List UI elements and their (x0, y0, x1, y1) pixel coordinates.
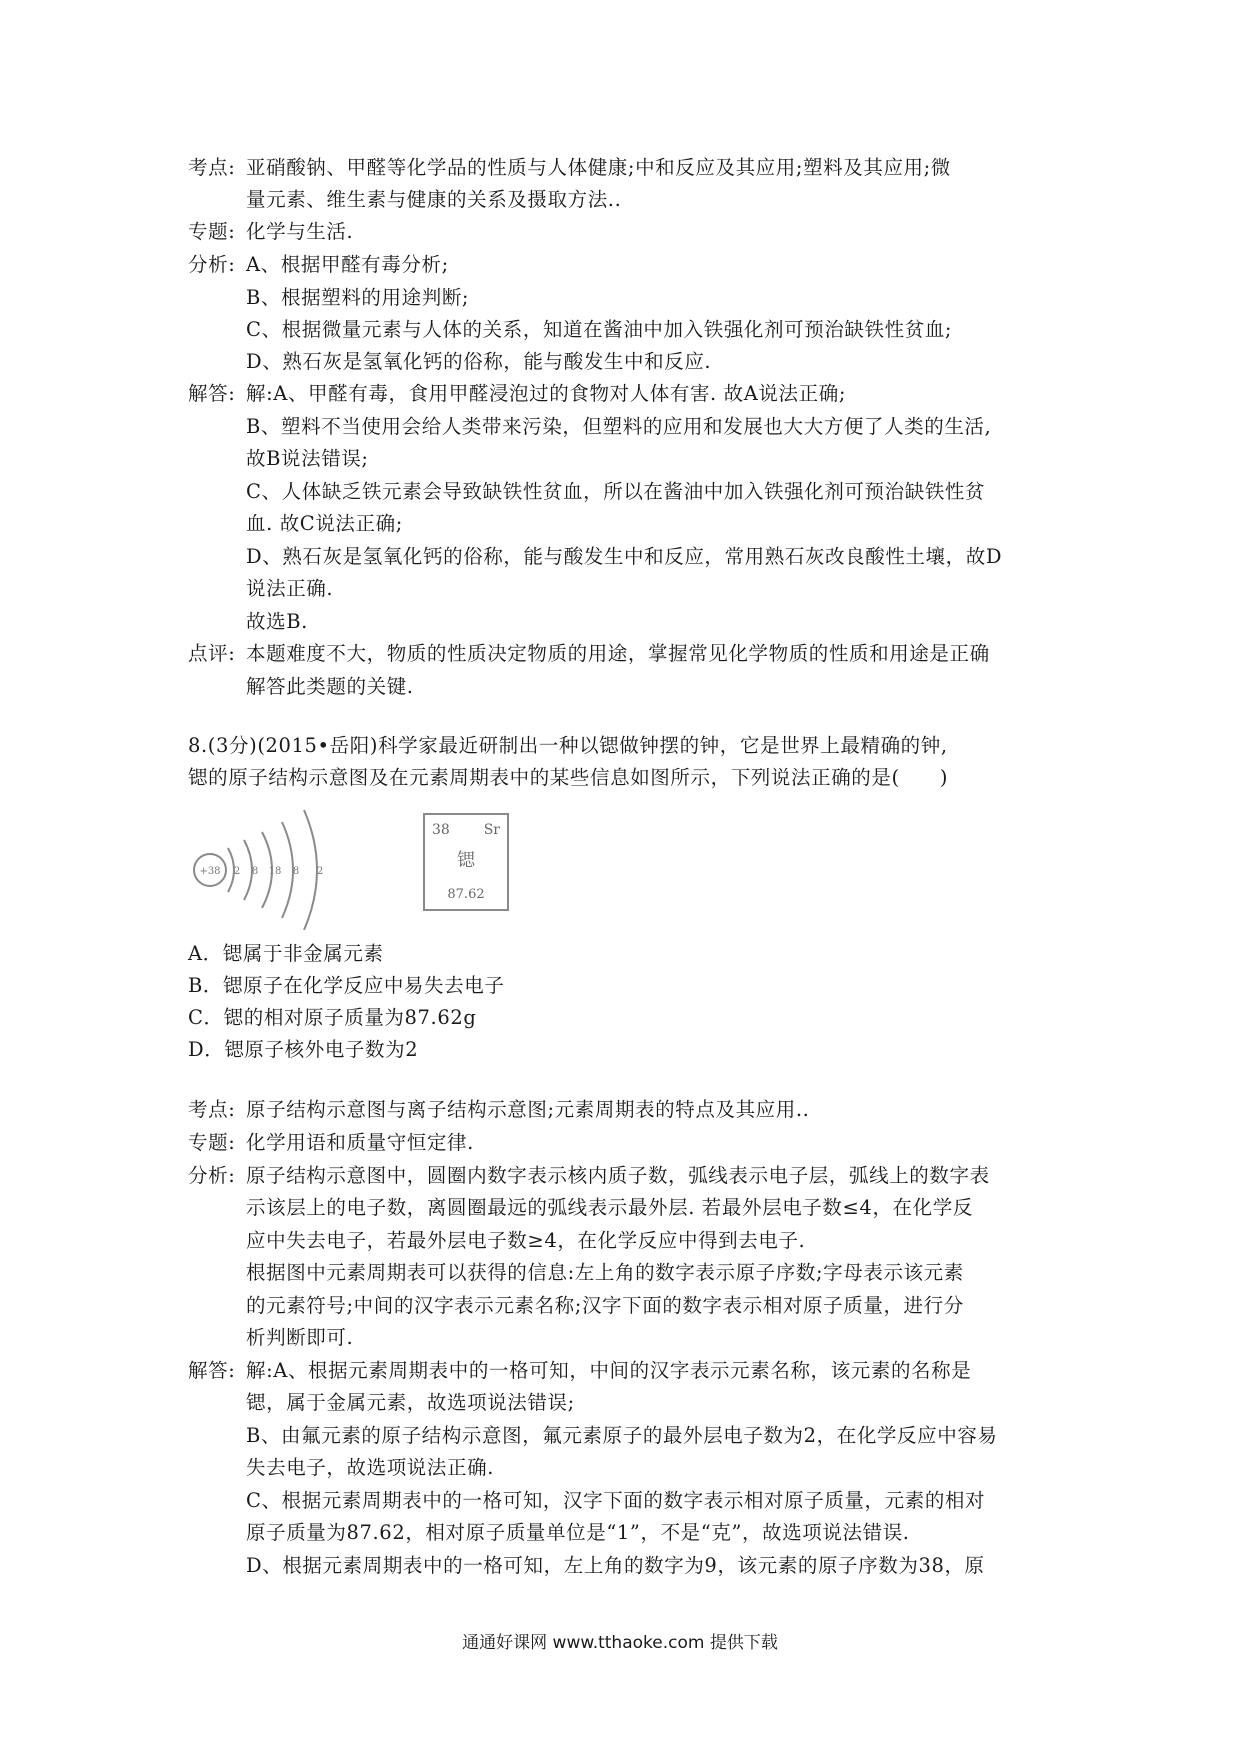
kaodian-label: 考点: (188, 156, 236, 179)
zhuanti2-line (188, 1127, 474, 1159)
jieda2-text: 解:A、根据元素周期表中的一格可知，中间的汉字表示元素名称，该元素的名称是 (246, 1359, 972, 1382)
jieda-line-3: 故B说法错误; (246, 447, 369, 470)
dianping-text: 本题难度不大，物质的性质决定物质的用途，掌握常见化学物质的性质和用途是正确 (246, 642, 990, 665)
option-b: B．锶原子在化学反应中易失去电子 (188, 974, 505, 997)
fenxi2-line-2: 示该层上的电子数，离圆圈最远的弧线表示最外层. 若最外层电子数≤4，在化学反 (246, 1196, 973, 1219)
question-stem-line-1: 8.(3分)(2015•岳阳)科学家最近研制出一种以锶做钟摆的钟，它是世界上最精确的钟, (188, 734, 948, 757)
jieda2-line-5: C、根据元素周期表中的一格可知，汉字下面的数字表示相对原子质量，元素的相对 (246, 1489, 986, 1512)
element-name: 锶 (457, 850, 475, 871)
jieda2-line-7: D、根据元素周期表中的一格可知，左上角的数字为9，该元素的原子序数为38，原 (246, 1554, 985, 1577)
zhuanti-text: 化学与生活. (246, 220, 354, 243)
jieda-line-8: 故选B. (246, 610, 308, 633)
shell-count-3: 18 (268, 866, 282, 877)
atomic-number: 38 (432, 822, 450, 838)
fenxi-line-1 (188, 249, 449, 281)
jieda-line-2: B、塑料不当使用会给人类带来污染，但塑料的应用和发展也大大方便了人类的生活, (246, 415, 992, 438)
question-stem-line-2: 锶的原子结构示意图及在元素周期表中的某些信息如图所示，下列说法正确的是( ) (188, 766, 949, 789)
zhuanti-line (188, 216, 353, 248)
dianping-label: 点评: (188, 642, 236, 665)
jieda2-line-1 (188, 1355, 971, 1387)
option-d: D．锶原子核外电子数为2 (188, 1038, 419, 1061)
shell-count-1: 2 (233, 866, 241, 877)
kaodian2-label: 考点: (188, 1098, 236, 1121)
periodic-table-cell (424, 814, 508, 910)
dianping-line-1 (188, 638, 990, 670)
nucleus-charge: +38 (199, 866, 221, 877)
jieda-line-1 (188, 378, 846, 410)
option-a: A．锶属于非金属元素 (188, 942, 384, 965)
jieda-line-4: C、人体缺乏铁元素会导致缺铁性贫血，所以在酱油中加入铁强化剂可预治缺铁性贫 (246, 480, 986, 503)
fenxi-text: A、根据甲醛有毒分析; (246, 253, 449, 276)
page-footer: 通通好课网 www.tthaoke.com 提供下载 (462, 1633, 778, 1653)
dianping-line-2: 解答此类题的关键. (246, 675, 414, 698)
atomic-mass: 87.62 (447, 887, 485, 902)
strontium-figure (188, 800, 548, 930)
kaodian2-text: 原子结构示意图与离子结构示意图;元素周期表的特点及其应用.. (246, 1098, 810, 1121)
kaodian-text: 亚硝酸钠、甲醛等化学品的性质与人体健康;中和反应及其应用;塑料及其应用;微 (246, 156, 951, 179)
kaodian-line-1 (188, 152, 951, 184)
shell-count-2: 8 (251, 866, 259, 877)
shell-arc-4 (282, 822, 293, 918)
fenxi2-text: 原子结构示意图中，圆圈内数字表示核内质子数，弧线表示电子层，弧线上的数字表 (246, 1164, 990, 1187)
shell-arc-5 (304, 810, 317, 930)
fenxi-line-4: D、熟石灰是氢氧化钙的俗称，能与酸发生中和反应. (246, 350, 712, 373)
shell-arc-2 (244, 840, 252, 900)
shell-count-4: 8 (292, 866, 300, 877)
jieda2-line-6: 原子质量为87.62，相对原子质量单位是“1”，不是“克”，故选项说法错误. (246, 1521, 910, 1544)
jieda-text: 解:A、甲醛有毒，食用甲醛浸泡过的食物对人体有害. 故A说法正确; (246, 382, 847, 405)
zhuanti2-label: 专题: (188, 1131, 236, 1154)
jieda-line-5: 血. 故C说法正确; (246, 512, 403, 535)
zhuanti-label: 专题: (188, 220, 236, 243)
fenxi-line-2: B、根据塑料的用途判断; (246, 286, 470, 309)
jieda-line-6: D、熟石灰是氢氧化钙的俗称，能与酸发生中和反应，常用熟石灰改良酸性土壤，故D (246, 545, 1003, 568)
fenxi2-line-3: 应中失去电子，若最外层电子数≥4，在化学反应中得到去电子. (246, 1229, 806, 1252)
zhuanti2-text: 化学用语和质量守恒定律. (246, 1131, 474, 1154)
fenxi2-line-1 (188, 1160, 990, 1192)
jieda-line-7: 说法正确. (246, 577, 334, 600)
kaodian2-line (188, 1094, 809, 1126)
element-symbol: Sr (483, 822, 500, 838)
fenxi-line-3: C、根据微量元素与人体的关系，知道在酱油中加入铁强化剂可预治缺铁性贫血; (246, 318, 953, 341)
jieda2-line-3: B、由氟元素的原子结构示意图，氟元素原子的最外层电子数为2，在化学反应中容易 (246, 1424, 998, 1447)
shell-count-5: 2 (316, 866, 324, 877)
option-c: C．锶的相对原子质量为87.62g (188, 1006, 477, 1029)
fenxi2-label: 分析: (188, 1164, 236, 1187)
fenxi2-line-4: 根据图中元素周期表可以获得的信息:左上角的数字表示原子序数;字母表示该元素 (246, 1261, 964, 1284)
fenxi2-line-5: 的元素符号;中间的汉字表示元素名称;汉字下面的数字表示相对原子质量，进行分 (246, 1294, 964, 1317)
kaodian-line-2: 量元素、维生素与健康的关系及摄取方法.. (246, 188, 622, 211)
jieda2-label: 解答: (188, 1359, 236, 1382)
fenxi-label: 分析: (188, 253, 236, 276)
jieda2-line-4: 失去电子，故选项说法正确. (246, 1456, 494, 1479)
jieda2-line-2: 锶，属于金属元素，故选项说法错误; (246, 1391, 575, 1414)
jieda-label: 解答: (188, 382, 236, 405)
fenxi2-line-6: 析判断即可. (246, 1326, 354, 1349)
